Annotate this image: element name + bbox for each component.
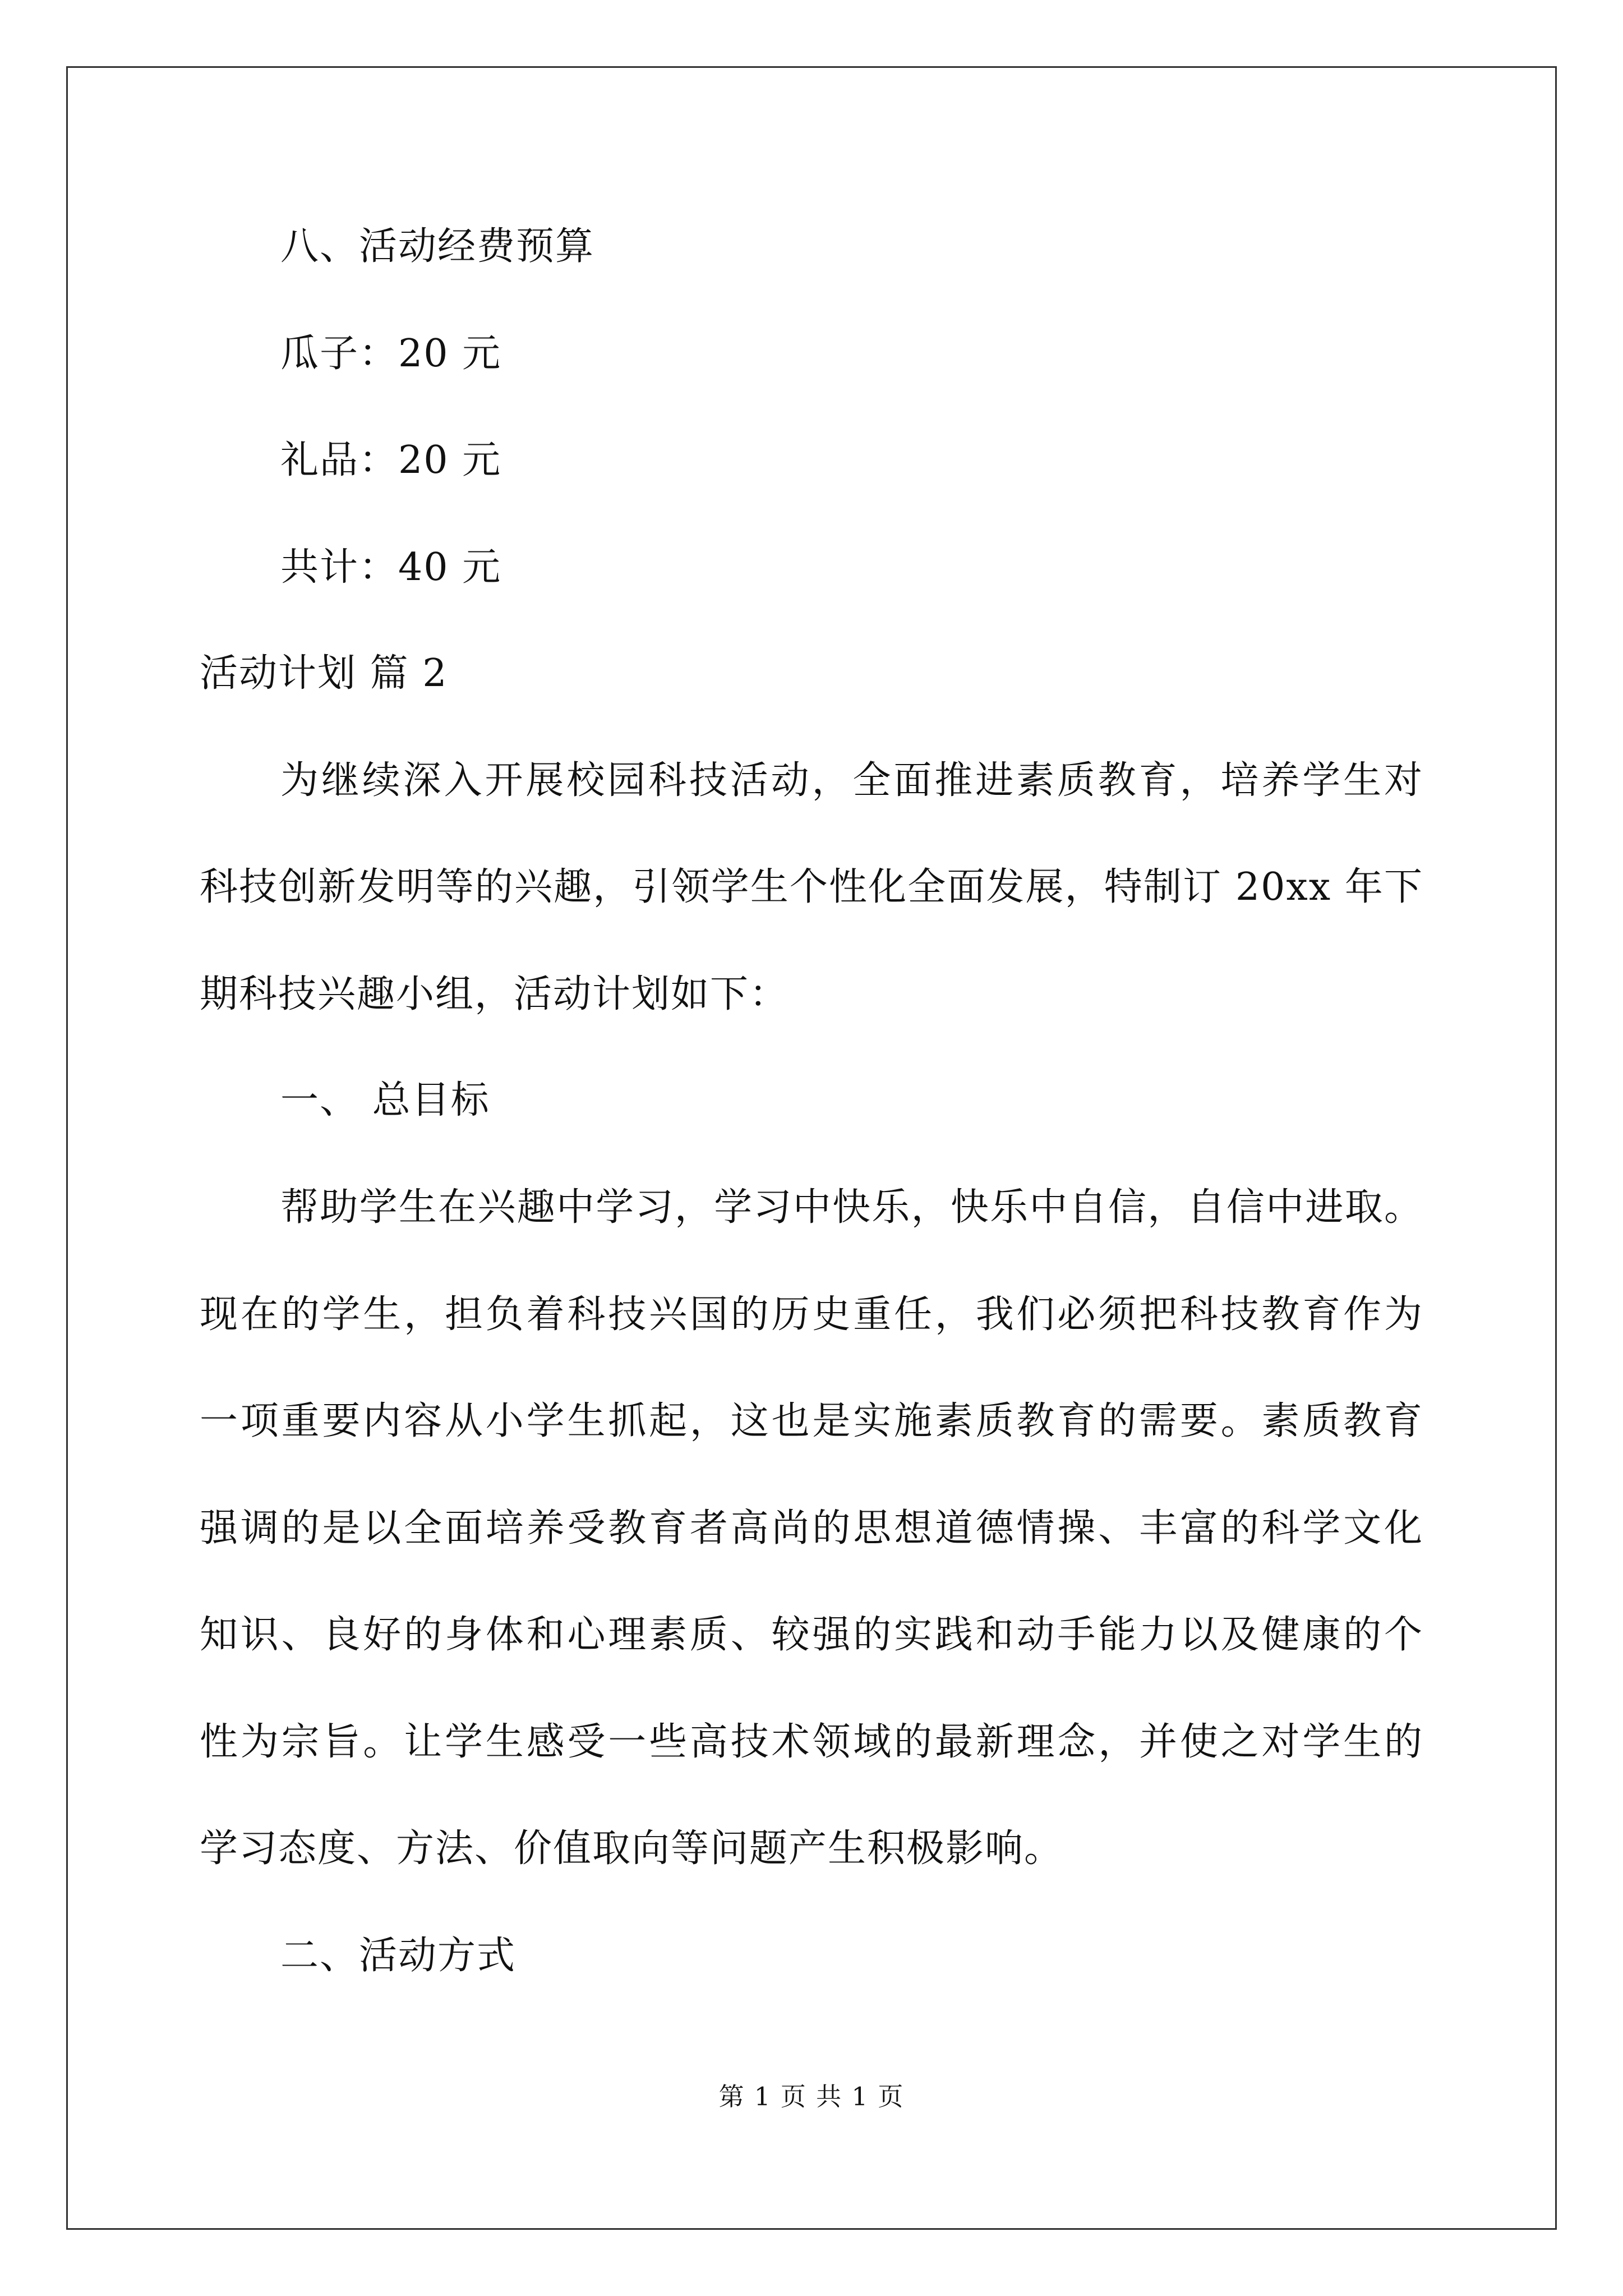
intro-line: 科技创新发明等的兴趣，引领学生个性化全面发展，特制订 20xx 年下 [200,865,1423,909]
goal-paragraph-line: 一项重要内容从小学生抓起，这也是实施素质教育的需要。素质教育 [200,1399,1423,1443]
goal-paragraph-line: 现在的学生，担负着科技兴国的历史重任，我们必须把科技教育作为 [200,1292,1423,1337]
budget-heading: 八、活动经费预算 [280,224,595,269]
goal-paragraph-line: 知识、良好的身体和心理素质、较强的实践和动手能力以及健康的个 [200,1613,1423,1657]
intro-line: 为继续深入开展校园科技活动，全面推进素质教育，培养学生对 [280,758,1423,803]
goal-paragraph-line: 性为宗旨。让学生感受一些高技术领域的最新理念，并使之对学生的 [200,1720,1423,1764]
goal-paragraph-line: 帮助学生在兴趣中学习，学习中快乐，快乐中自信，自信中进取。 [280,1185,1423,1230]
budget-total: 共计：40 元 [280,545,502,590]
page-border [66,66,1557,2230]
section-title: 活动计划 篇 2 [200,651,448,696]
page-footer: 第 1 页 共 1 页 [718,2082,905,2111]
goal-paragraph-line: 学习态度、方法、价值取向等问题产生积极影响。 [200,1826,1064,1871]
intro-line: 期科技兴趣小组，活动计划如下： [200,972,789,1016]
method-heading: 二、活动方式 [280,1934,517,1978]
goal-heading: 一、 总目标 [280,1078,490,1122]
budget-item-gifts: 礼品：20 元 [280,438,502,482]
goal-paragraph-line: 强调的是以全面培养受教育者高尚的思想道德情操、丰富的科学文化 [200,1506,1423,1550]
budget-item-seeds: 瓜子：20 元 [280,332,502,376]
